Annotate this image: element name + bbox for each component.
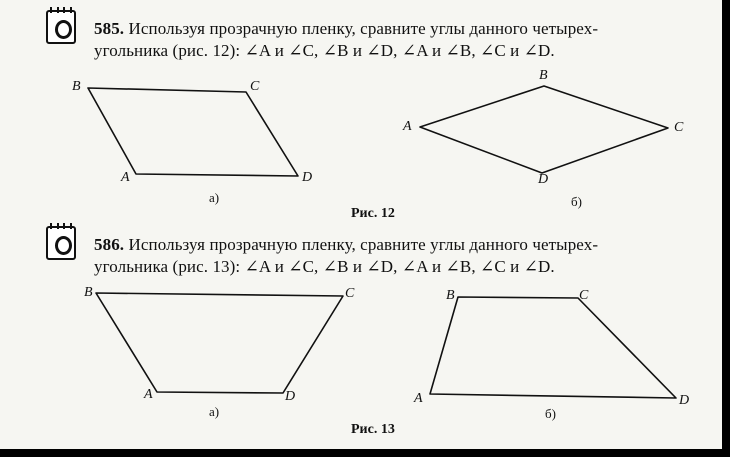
notebook-circle-icon (46, 226, 76, 260)
problem-586-line2: угольника (рис. 13): ∠A и ∠C, ∠B и ∠D, ∠A и ∠B, ∠C и ∠D. (94, 257, 555, 276)
fig13b-label-A: A (414, 391, 423, 406)
fig13b-label-B: B (446, 288, 455, 303)
problem-586-number: 586. (94, 235, 125, 254)
problem-586 (94, 234, 598, 278)
fig13a-label-B: B (84, 285, 93, 300)
fig12b-sub: б) (571, 194, 582, 209)
fig13b-label-C: C (579, 288, 589, 303)
fig12b-label-B: B (539, 68, 548, 83)
fig13a-trapezoid (96, 293, 343, 393)
problem-585-number: 585. (94, 19, 125, 38)
fig12b-rhombus (420, 86, 668, 173)
fig13b-trapezoid (430, 297, 676, 398)
fig12a-label-A: A (121, 170, 130, 185)
fig13a-sub: а) (209, 404, 220, 419)
figure-12-caption: Рис. 12 (351, 206, 395, 221)
fig12b-label-D: D (538, 172, 549, 187)
fig13b-label-D: D (679, 393, 690, 408)
fig12a-label-D: D (302, 170, 313, 185)
fig12a-label-B: B (72, 79, 81, 94)
fig12a-sub: а) (209, 190, 220, 205)
fig12a-parallelogram (88, 88, 298, 176)
fig13a-label-D: D (285, 389, 296, 404)
fig13a-label-A: A (144, 387, 153, 402)
problem-585-line2: угольника (рис. 12): ∠A и ∠C, ∠B и ∠D, ∠A и ∠B, ∠C и ∠D. (94, 41, 555, 60)
fig12a-label-C: C (250, 79, 260, 94)
fig12b-label-C: C (674, 120, 684, 135)
problem-586-line1: Используя прозрачную пленку, сравните углы данного четырех- (128, 235, 599, 254)
fig13b-sub: б) (545, 406, 556, 421)
figure-13-caption: Рис. 13 (351, 422, 395, 437)
fig13a-label-C: C (345, 286, 355, 301)
problem-585-line1: Используя прозрачную пленку, сравните углы данного четырех- (128, 19, 599, 38)
fig12b-label-A: A (403, 119, 412, 134)
